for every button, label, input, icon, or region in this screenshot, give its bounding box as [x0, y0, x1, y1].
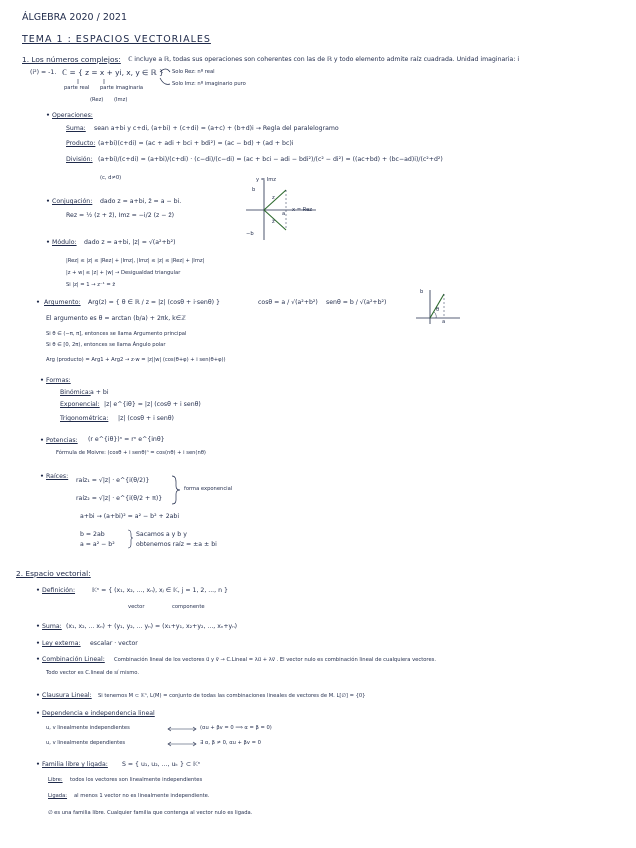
vector-label: vector: [128, 604, 145, 610]
division-condition: (c, d≠0): [100, 175, 122, 181]
bullet: •: [40, 473, 44, 480]
powers-heading: Potencias:: [46, 437, 78, 444]
span-def: Si tenemos M ⊂ 𝕂ⁿ, L(M) = conjunto de todas las combinaciones lineales de vectores de M. L[∅] = {0}: [98, 693, 366, 699]
forms-heading: Formas:: [46, 377, 71, 384]
powers-def: (r e^{iθ})ⁿ = rⁿ e^{inθ}: [88, 436, 165, 443]
independent-left: u, v linealmente independientes: [46, 725, 130, 731]
product-label: Producto:: [66, 140, 96, 147]
imz-label: (Imz): [114, 97, 128, 103]
arg-principal: Si θ ∈ (−π, π], entonces se llama Argumento principal: [46, 331, 187, 337]
bullet: •: [46, 112, 50, 119]
only-real-note: Solo Rez: nº real: [172, 69, 215, 75]
bullet: •: [46, 198, 50, 205]
exponential-form: |z| e^{iθ} = |z| (cosθ + i senθ): [104, 401, 201, 408]
bullet: •: [46, 239, 50, 246]
modulo-def: dado z = a+bi, |z| = √(a²+b²): [84, 239, 176, 246]
plot1-a-tick: a: [282, 211, 286, 217]
plot1-y-label: y = Imz: [256, 177, 277, 183]
sum-formula: sean a+bi y c+di, (a+bi) + (c+di) = (a+c) + (b+d)i → Regla del paralelogramo: [94, 125, 339, 132]
page-header: ÁLGEBRA 2020 / 2021: [22, 12, 128, 23]
arg-product: Arg (producto) = Arg1 + Arg2 → z·w = |z||w| (cos(θ+φ) + i sen(θ+φ)): [46, 357, 226, 363]
bullet: •: [40, 377, 44, 384]
span-label: Clausura Lineal:: [42, 692, 92, 699]
trig-label: Trigonométrica:: [60, 415, 109, 422]
bound-def: al menos 1 vector no es linealmente independiente.: [74, 793, 210, 799]
plot2-a-tick: a: [442, 319, 446, 325]
plot1-zbar-label: z̄: [272, 219, 275, 225]
component-label: componente: [172, 604, 205, 610]
plot1-mb-tick: −b: [246, 231, 254, 237]
arg-heading: Argumento:: [44, 299, 81, 306]
root-result: obtenemos raíz = ±a ± bi: [136, 541, 217, 548]
plot1-z-label: z: [272, 195, 275, 201]
topic-title: TEMA 1 : ESPACIOS VECTORIALES: [22, 34, 211, 45]
bullet: •: [36, 623, 40, 630]
root-extract: Sacamos a y b y: [136, 531, 187, 538]
trig-form: |z| (cosθ + i senθ): [118, 415, 174, 422]
linear-combination-def: Combinación lineal de los vectores u⃗ y v⃗ → C.Lineal = λu⃗ + λv⃗ . El vector nulo es combinación lineal de cualquiera vectores.: [114, 657, 436, 663]
bullet: •: [36, 640, 40, 647]
sum-label: Suma:: [66, 125, 86, 132]
linear-combination-note: Todo vector es C.lineal de sí mismo.: [46, 670, 140, 676]
modulo-ineq-2: |z + w| ≤ |z| + |w| → Desigualdad triangular: [66, 270, 181, 276]
arg-cos: cosθ = a / √(a²+b²): [258, 299, 318, 306]
modulo-heading: Módulo:: [52, 239, 77, 246]
product-formula: (a+bi)(c+di) = (ac + adi + bci + bdi²) = (ac − bd) + (ad + bc)i: [98, 140, 294, 147]
binomic-label: Binómica:: [60, 389, 91, 396]
external-law-label: Ley externa:: [42, 640, 81, 647]
root-square: a+bi → (a+bi)² = a² − b² + 2abi: [80, 513, 180, 520]
bullet: •: [36, 656, 40, 663]
bound-label: Ligada:: [48, 793, 68, 799]
complex-set: ℂ = { z = x + yi, x, y ∈ ℝ }: [62, 68, 164, 77]
bullet: •: [40, 437, 44, 444]
empty-family-note: ∅ es una familia libre. Cualquier familia que contenga al vector nulo es ligada.: [48, 810, 253, 816]
family-label: Familia libre y ligada:: [42, 761, 108, 768]
rez-label: (Rez): [90, 97, 104, 103]
vsum-formula: (x₁, x₂, ... xₙ) + (y₁, y₂, ... yₙ) = (x₁+y₁, x₂+y₂, ..., xₙ+yₙ): [66, 623, 238, 630]
dependent-right: ∃ α, β ≠ 0, αu + βv = 0: [200, 740, 261, 746]
bullet: •: [36, 299, 40, 306]
dependence-label: Dependencia e independencia lineal: [42, 710, 155, 717]
section2-heading: 2. Espacio vectorial:: [16, 569, 91, 578]
external-law: escalar · vector: [90, 640, 138, 647]
arg-def: Arg(z) = { θ ∈ ℝ / z = |z| (cosθ + i·senθ) }: [88, 299, 220, 306]
bullet: •: [36, 692, 40, 699]
modulo-inverse: Si |z| = 1 → z⁻¹ = z̄: [66, 282, 116, 288]
bullet: •: [36, 761, 40, 768]
only-imag-note: Solo Imz: nº imaginario puro: [172, 81, 246, 87]
free-def: todos los vectores son linealmente independientes: [70, 777, 203, 783]
conj-heading: Conjugación:: [52, 198, 93, 205]
root-b: b = 2ab: [80, 531, 105, 538]
division-label: División:: [66, 156, 93, 163]
definition-formula: 𝕂ⁿ = { (x₁, x₂, ..., xₙ), xⱼ ∈ 𝕂, j = 1, 2, ..., n }: [92, 587, 228, 594]
plot2-theta: θ: [436, 307, 440, 313]
roots-heading: Raíces:: [46, 473, 69, 480]
vsum-label: Suma:: [42, 623, 62, 630]
conj-def: dado z = a+bi, z̄ = a − bi.: [100, 198, 182, 205]
free-label: Libre:: [48, 777, 63, 783]
i-squared: (i²) = -1.: [30, 69, 57, 76]
linear-combination-label: Combinación Lineal:: [42, 656, 105, 663]
bullet: •: [36, 587, 40, 594]
plot1-b-tick: b: [252, 187, 256, 193]
arg-polar: Si θ ∈ [0, 2π), entonces se llama Ángulo polar: [46, 342, 166, 348]
plot1-x-label: x = Rez: [292, 207, 312, 213]
part-real-label: parte real: [64, 85, 90, 91]
arg-value: El argumento es θ = arctan (b/a) + 2πk, k∈ℤ: [46, 315, 186, 322]
binomic-form: a + bi: [90, 389, 109, 396]
complex-intro: ℂ incluye a ℝ, todas sus operaciones son coherentes con las de ℝ y todo elemento admite raíz cuadrada. Unidad imaginaria: i: [128, 56, 520, 63]
roots-note: forma exponencial: [184, 486, 233, 492]
arg-sen: senθ = b / √(a²+b²): [326, 299, 387, 306]
part-imag-label: parte imaginaria: [100, 85, 144, 91]
ops-heading: Operaciones:: [52, 112, 93, 119]
definition-label: Definición:: [42, 587, 76, 594]
family-def: S = { u₁, u₂, ..., uₖ } ⊂ 𝕂ⁿ: [122, 761, 201, 768]
bullet: •: [36, 710, 40, 717]
conj-relations: Rez = ½ (z + z̄), Imz = −i/2 (z − z̄): [66, 212, 175, 219]
plot2-b-tick: b: [420, 289, 424, 295]
modulo-ineq-1: |Rez| ≤ |z| ≤ |Rez| + |Imz|, |Imz| ≤ |z| ≤ |Rez| + |Imz|: [66, 258, 205, 264]
division-formula: (a+bi)/(c+di) = (a+bi)/(c+di) · (c−di)/(c−di) = (ac + bci − adi − bdi²)/(c² − di²) = ((ac+bd) + (bc−ad)i)/(c²+d²): [98, 156, 443, 163]
moivre-formula: Fórmula de Moivre: (cosθ + i senθ)ⁿ = cos(nθ) + i sen(nθ): [56, 450, 206, 456]
root-a: a = a² − b²: [80, 541, 115, 548]
section1-heading: 1. Los números complejos:: [22, 55, 121, 64]
root-1: raíz₁ = √|z| · e^{i(θ/2)}: [76, 477, 150, 484]
dependent-left: u, v linealmente dependientes: [46, 740, 126, 746]
root-2: raíz₂ = √|z| · e^{i(θ/2 + π)}: [76, 495, 163, 502]
exponential-label: Exponencial:: [60, 401, 100, 408]
independent-right: (αu + βv = 0 ⟹ α = β = 0): [200, 725, 272, 731]
